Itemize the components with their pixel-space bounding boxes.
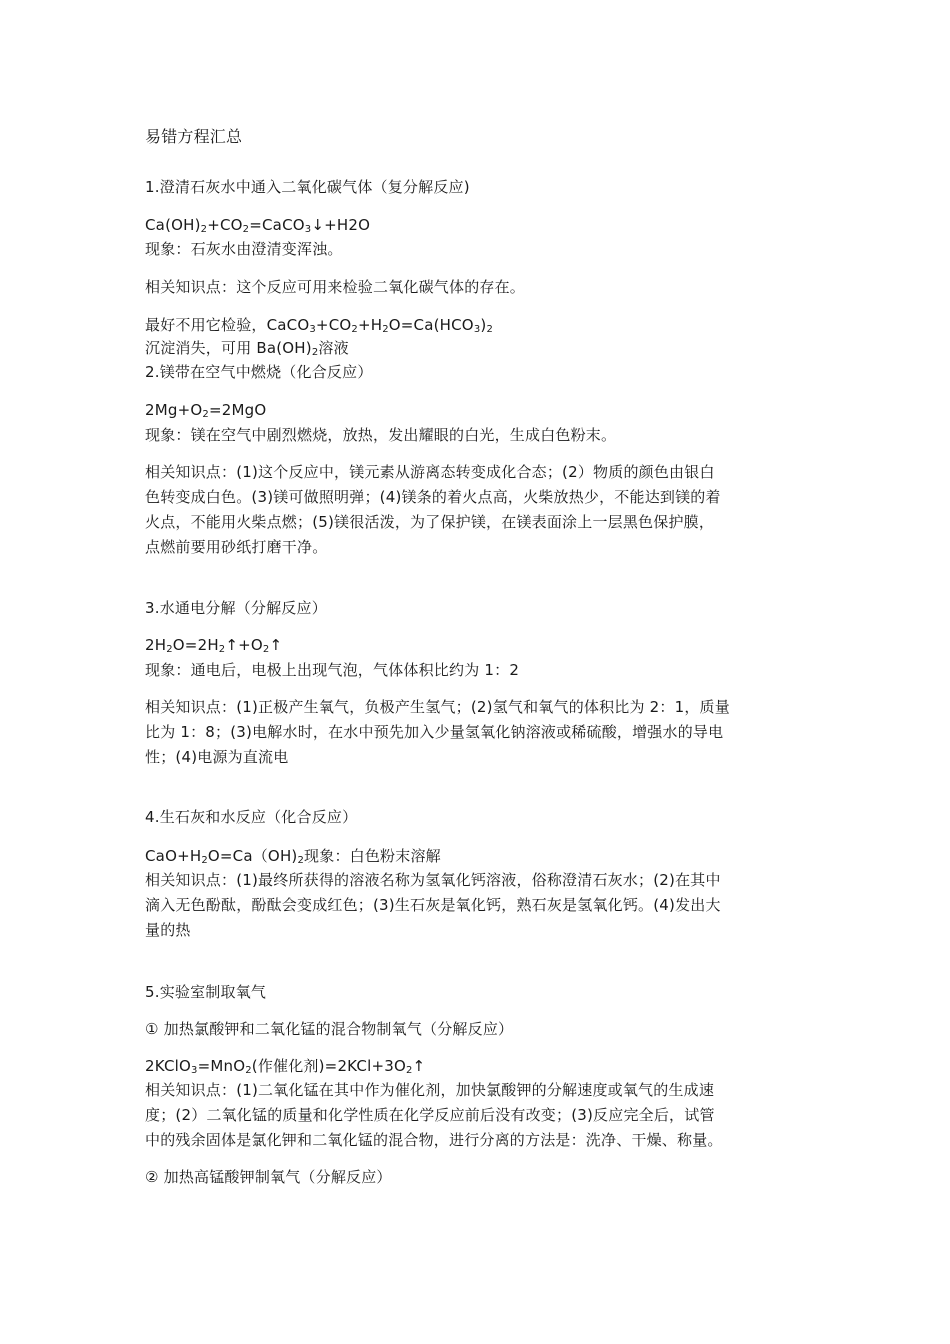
- section-2-phenomenon: 现象：镁在空气中剧烈燃烧，放热，发出耀眼的白光，生成白色粉末。: [145, 426, 617, 444]
- section-5-knowledge-line-3: 中的残余固体是氯化钾和二氧化锰的混合物，进行分离的方法是：洗净、干燥、称量。: [145, 1131, 723, 1149]
- section-2-equation: $2Mg+O_2=2MgO$: [145, 401, 267, 420]
- section-5-equation: 2KClO$_3$=MnO$_2$(作催化剂)$=2KCl+3O_2↑$: [145, 1057, 426, 1076]
- section-3-heading: 3.水通电分解（分解反应）: [145, 599, 327, 617]
- section-4-knowledge-line-1: 相关知识点：(1)最终所获得的溶液名称为氢氧化钙溶液，俗称澄清石灰水；(2)在其中: [145, 871, 721, 889]
- section-5-subheading-2: ② 加热高锰酸钾制氧气（分解反应）: [145, 1168, 392, 1186]
- section-3-phenomenon: 现象：通电后，电极上出现气泡，气体体积比约为 1：2: [145, 661, 520, 679]
- section-2-knowledge-line-3: 火点，不能用火柴点燃；(5)镁很活泼，为了保护镁，在镁表面涂上一层黑色保护膜，: [145, 513, 715, 531]
- section-3-knowledge-line-2: 比为 1：8；(3)电解水时，在水中预先加入少量氢氧化钠溶液或稀硫酸，增强水的导电: [145, 723, 724, 741]
- section-2-knowledge-line-4: 点燃前要用砂纸打磨干净。: [145, 538, 328, 556]
- section-4-knowledge-line-3: 量的热: [145, 921, 191, 939]
- section-2-heading: 2.镁带在空气中燃烧（化合反应）: [145, 363, 373, 381]
- section-1-knowledge: 相关知识点：这个反应可用来检验二氧化碳气体的存在。: [145, 278, 526, 296]
- section-2-knowledge-line-2: 色转变成白色。(3)镁可做照明弹；(4)镁条的着火点高，火柴放热少，不能达到镁的着: [145, 488, 721, 506]
- section-3-equation: $2H_2O=2H_2↑+O_2↑$: [145, 636, 283, 655]
- section-1-note-2: 沉淀消失，可用 $Ba(OH)_2$溶液: [145, 339, 349, 358]
- section-3-knowledge-line-3: 性；(4)电源为直流电: [145, 748, 289, 766]
- section-1-note: 最好不用它检验，$CaCO_3+CO_2+H_2O=Ca(HCO_3)_2$: [145, 316, 493, 335]
- section-4-equation: $CaO+H_2O=Ca(OH)_2$现象：白色粉末溶解: [145, 847, 441, 866]
- section-5-subheading-1: ① 加热氯酸钾和二氧化锰的混合物制氧气（分解反应）: [145, 1020, 514, 1038]
- section-2-knowledge-line-1: 相关知识点：(1)这个反应中，镁元素从游离态转变成化合态；(2）物质的颜色由银白: [145, 463, 715, 481]
- section-5-knowledge-line-2: 度；(2）二氧化锰的质量和化学性质在化学反应前后没有改变；(3)反应完全后，试管: [145, 1106, 715, 1124]
- section-3-knowledge-line-1: 相关知识点：(1)正极产生氧气，负极产生氢气；(2)氢气和氧气的体积比为 2：1，质量: [145, 698, 730, 716]
- section-4-heading: 4.生石灰和水反应（化合反应）: [145, 808, 358, 826]
- document-title: 易错方程汇总: [145, 127, 243, 146]
- section-1-heading: 1.澄清石灰水中通入二氧化碳气体（复分解反应): [145, 178, 470, 196]
- section-4-knowledge-line-2: 滴入无色酚酞，酚酞会变成红色；(3)生石灰是氧化钙，熟石灰是氢氧化钙。(4)发出大: [145, 896, 721, 914]
- section-5-heading: 5.实验室制取氧气: [145, 983, 267, 1001]
- section-1-phenomenon: 现象：石灰水由澄清变浑浊。: [145, 240, 343, 258]
- section-1-equation: $Ca(OH)_2+CO_2=CaCO_3↓+H2O$: [145, 216, 371, 235]
- section-5-knowledge-line-1: 相关知识点：(1)二氧化锰在其中作为催化剂，加快氯酸钾的分解速度或氧气的生成速: [145, 1081, 715, 1099]
